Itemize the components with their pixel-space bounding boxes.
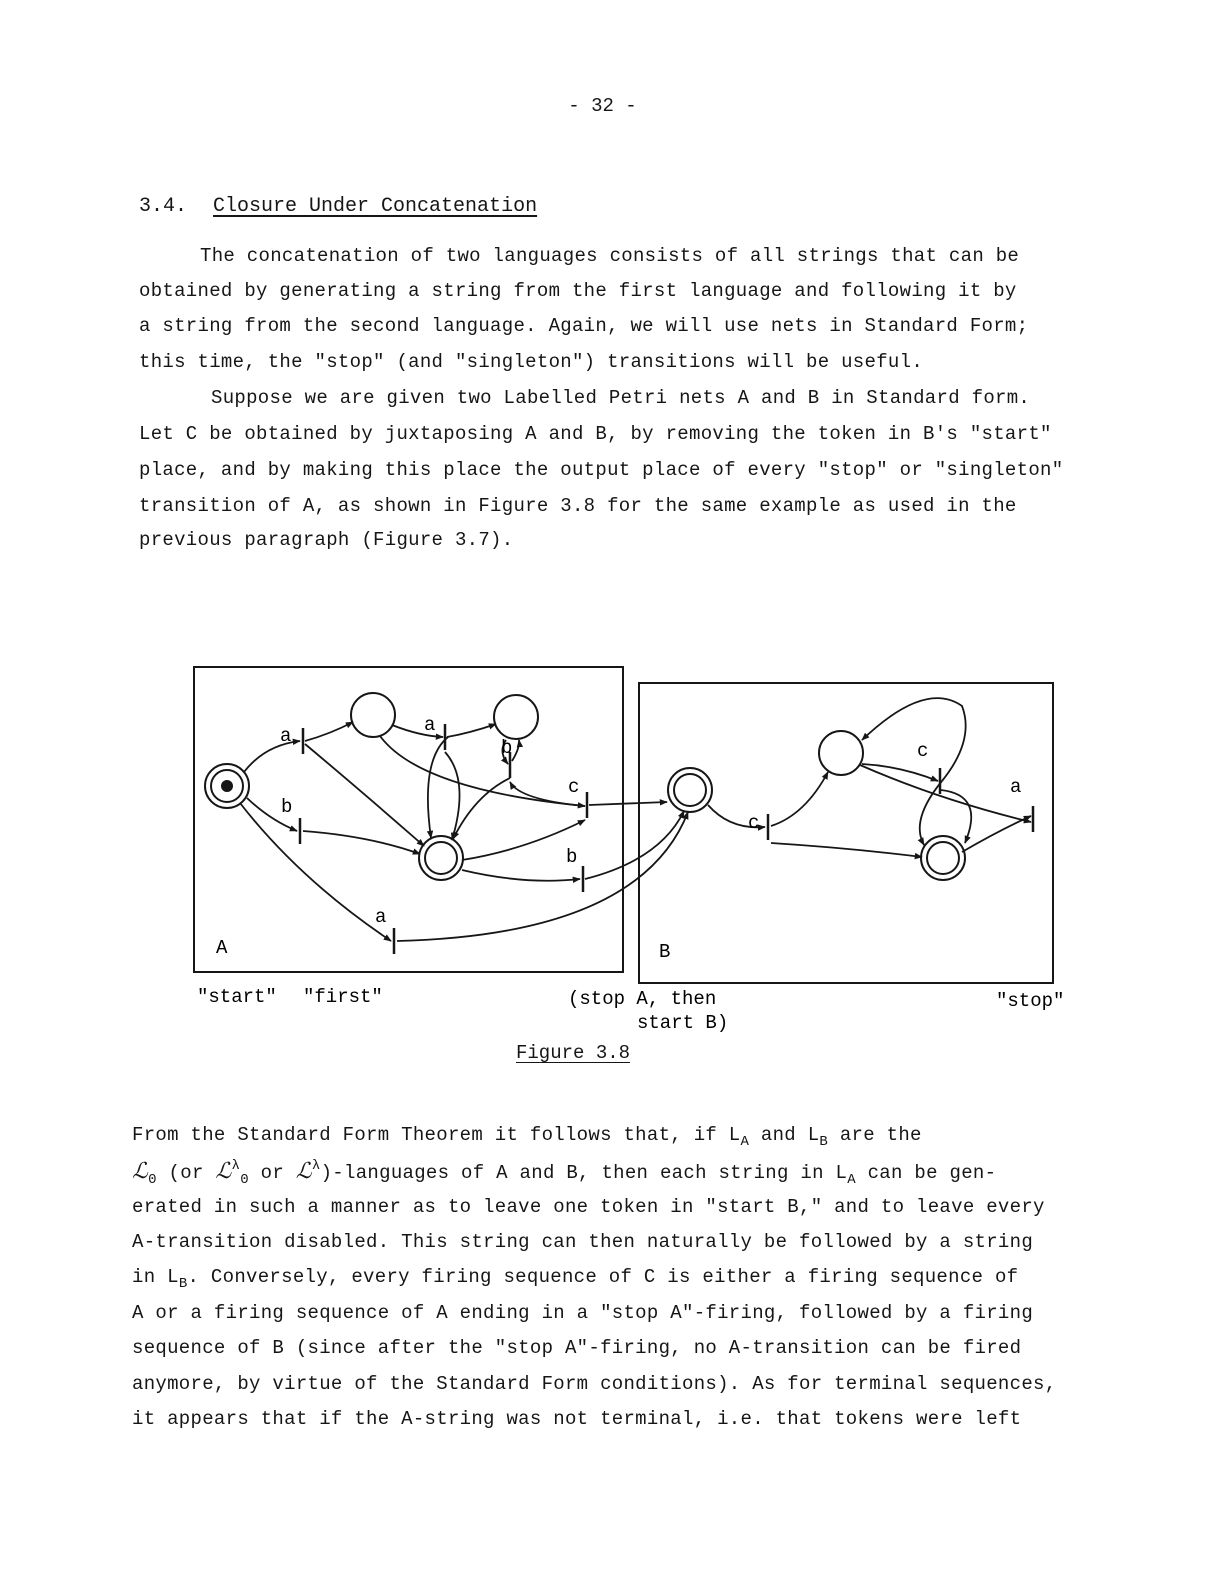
net-a-label: A bbox=[216, 937, 228, 959]
intro-line: a string from the second language. Again, we will use nets in Standard Form; bbox=[139, 315, 1029, 337]
start-label: "start" bbox=[197, 986, 277, 1008]
transition-label: b bbox=[566, 846, 578, 868]
body-line: in $L_B$. Conversely, every firing sequence of C is either a firing sequence of bbox=[132, 1266, 1019, 1292]
intro-line: Let C be obtained by juxtaposing A and B, by removing the token in B's "start" bbox=[139, 423, 1052, 445]
first-label: "first" bbox=[303, 986, 383, 1008]
arc bbox=[962, 816, 1031, 852]
stop-place bbox=[921, 836, 965, 880]
body-line: A or a firing sequence of A ending in a "stop A"-firing, followed by a firing bbox=[132, 1302, 1034, 1324]
transition-label: c bbox=[568, 776, 580, 798]
arc bbox=[771, 843, 922, 857]
place bbox=[494, 695, 538, 739]
stop-a-start-b-place bbox=[668, 768, 712, 812]
stop-a-label: (stop A, then bbox=[568, 988, 717, 1010]
section-title: Closure Under Concatenation bbox=[213, 195, 538, 218]
body-line: ℒ$_0$ (or ℒ$^\lambda_0$ or ℒ$^\lambda$)-languages of A and B, then each string in $L_A$ can be gen- bbox=[132, 1158, 997, 1188]
net-b-label: B bbox=[659, 941, 671, 963]
net-a-box bbox=[194, 667, 623, 972]
arc bbox=[862, 764, 938, 781]
section-number: 3.4. bbox=[139, 195, 188, 218]
body-line: erated in such a manner as to leave one token in "start B," and to leave every bbox=[132, 1196, 1045, 1218]
intro-line: obtained by generating a string from the first language and following it by bbox=[139, 280, 1017, 302]
figure-caption: Figure 3.8 bbox=[516, 1042, 631, 1064]
start-b-label: start B) bbox=[637, 1012, 729, 1034]
arc bbox=[305, 722, 353, 741]
stop-label: "stop" bbox=[996, 990, 1065, 1012]
place bbox=[819, 731, 863, 775]
transition-label: b bbox=[501, 737, 513, 759]
arc bbox=[445, 752, 460, 840]
body-line: A-transition disabled. This string can then naturally be followed by a string bbox=[132, 1231, 1034, 1253]
intro-line: place, and by making this place the output place of every "stop" or "singleton" bbox=[139, 459, 1064, 481]
arc bbox=[862, 698, 966, 781]
body-line: sequence of B (since after the "stop A"-firing, no A-transition can be fired bbox=[132, 1337, 1022, 1359]
arc bbox=[860, 765, 1031, 822]
transition-label: a bbox=[280, 725, 292, 747]
intro-line: this time, the "stop" (and "singleton") transitions will be useful. bbox=[139, 351, 924, 373]
arc bbox=[512, 740, 519, 761]
net-b-box bbox=[639, 683, 1053, 983]
first-place bbox=[419, 836, 463, 880]
arc bbox=[447, 724, 496, 737]
arc bbox=[453, 778, 510, 839]
transition-label: a bbox=[375, 906, 387, 928]
transition-label: c bbox=[748, 812, 760, 834]
intro-line: previous paragraph (Figure 3.7). bbox=[139, 529, 514, 551]
place bbox=[351, 693, 395, 737]
body-line: From the Standard Form Theorem it follows that, if $L_A$ and $L_B$ are the bbox=[132, 1124, 922, 1150]
transition-label: b bbox=[281, 796, 293, 818]
transition-label: a bbox=[424, 714, 436, 736]
intro-line: transition of A, as shown in Figure 3.8 for the same example as used in the bbox=[139, 495, 1017, 517]
start-place bbox=[205, 764, 249, 808]
transition-label: c bbox=[917, 740, 929, 762]
arc bbox=[462, 870, 580, 881]
body-line: anymore, by virtue of the Standard Form conditions). As for terminal sequences, bbox=[132, 1373, 1057, 1395]
page-number: - 32 - bbox=[568, 95, 637, 117]
arc bbox=[589, 802, 667, 805]
body-line: it appears that if the A-string was not terminal, i.e. that tokens were left bbox=[132, 1408, 1022, 1430]
arc bbox=[244, 741, 300, 772]
arc bbox=[303, 831, 420, 854]
transition-label: a bbox=[1010, 776, 1022, 798]
arc bbox=[397, 812, 688, 941]
arc bbox=[771, 772, 828, 826]
intro-line: Suppose we are given two Labelled Petri nets A and B in Standard form. bbox=[211, 387, 1031, 409]
intro-line: The concatenation of two languages consists of all strings that can be bbox=[200, 245, 1020, 267]
arc bbox=[240, 803, 391, 941]
arc bbox=[380, 736, 585, 806]
